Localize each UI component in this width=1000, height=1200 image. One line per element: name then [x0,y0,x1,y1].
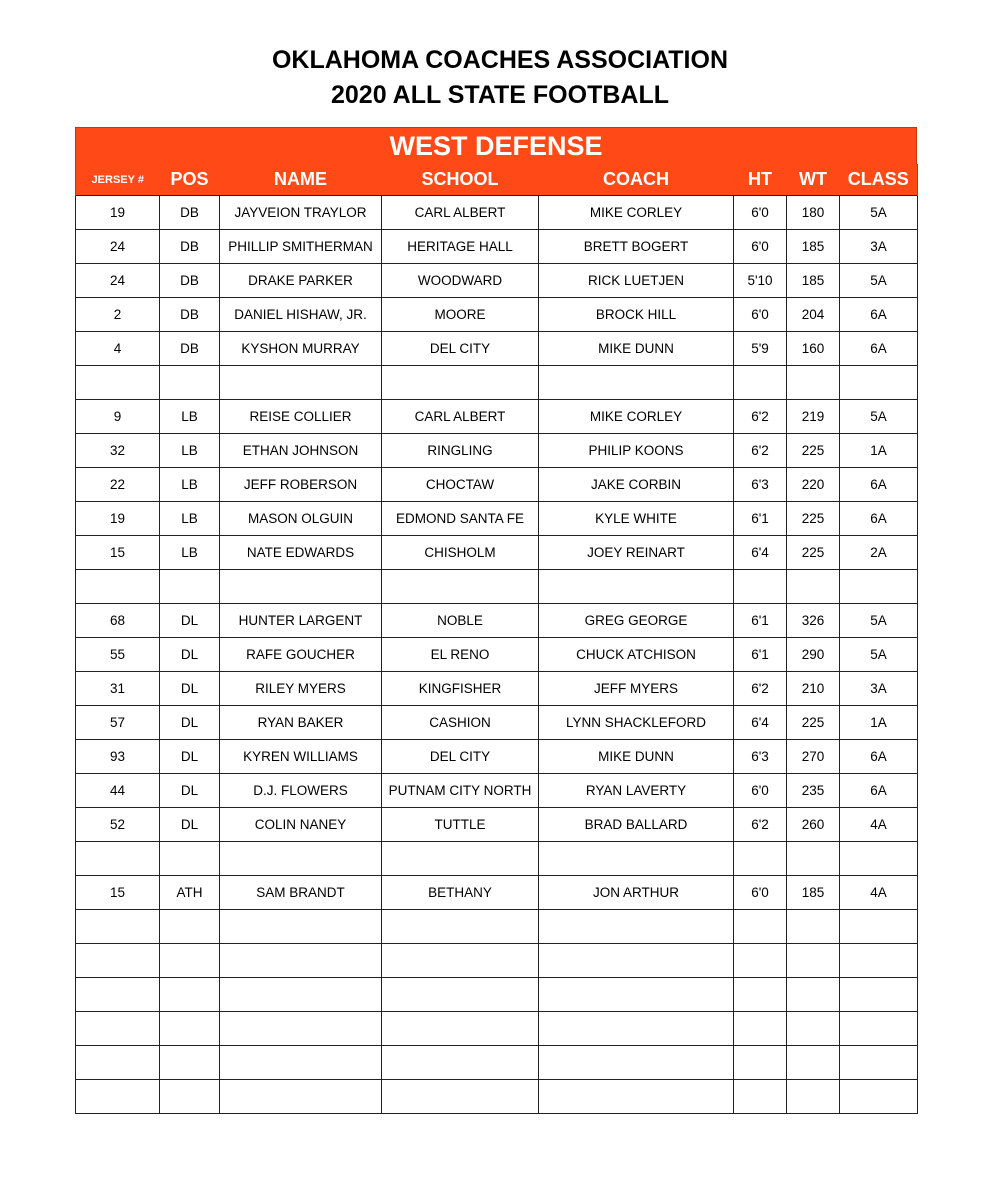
table-title-banner [75,127,917,164]
cell-class: 6A [840,298,918,332]
cell-pos [160,570,220,604]
cell-wt: 185 [787,876,840,910]
table-row [76,876,918,910]
cell-name [220,978,382,1012]
cell-school: EL RENO [382,638,539,672]
cell-coach: MIKE CORLEY [539,196,734,230]
cell-ht: 6'1 [734,604,787,638]
table-row [76,502,918,536]
cell-school: NOBLE [382,604,539,638]
cell-school: RINGLING [382,434,539,468]
table-row [76,1046,918,1080]
cell-wt [787,978,840,1012]
table-row [76,978,918,1012]
cell-name [220,570,382,604]
cell-name: REISE COLLIER [220,400,382,434]
cell-name: HUNTER LARGENT [220,604,382,638]
cell-jersey [76,1012,160,1046]
cell-coach [539,1046,734,1080]
cell-pos: DL [160,604,220,638]
cell-ht [734,1080,787,1114]
table-row [76,774,918,808]
cell-class [840,978,918,1012]
roster-table-body [76,196,918,1114]
cell-pos: DB [160,264,220,298]
cell-class: 6A [840,332,918,366]
cell-class: 2A [840,536,918,570]
cell-name [220,1080,382,1114]
cell-class [840,910,918,944]
cell-wt [787,570,840,604]
table-row [76,604,918,638]
cell-pos: DB [160,196,220,230]
cell-class: 4A [840,876,918,910]
cell-coach [539,1080,734,1114]
cell-pos [160,1046,220,1080]
cell-school [382,978,539,1012]
table-row [76,1080,918,1114]
cell-jersey: 24 [76,230,160,264]
cell-class [840,842,918,876]
cell-wt [787,910,840,944]
column-header-name: NAME [220,164,382,196]
table-row [76,672,918,706]
cell-coach: RYAN LAVERTY [539,774,734,808]
cell-jersey: 19 [76,502,160,536]
cell-coach [539,944,734,978]
table-row [76,740,918,774]
cell-class: 6A [840,774,918,808]
cell-ht: 5'10 [734,264,787,298]
cell-jersey: 19 [76,196,160,230]
cell-school [382,366,539,400]
cell-wt: 185 [787,264,840,298]
cell-name: COLIN NANEY [220,808,382,842]
cell-wt [787,1012,840,1046]
cell-pos: ATH [160,876,220,910]
table-row [76,230,918,264]
cell-school [382,910,539,944]
cell-coach: GREG GEORGE [539,604,734,638]
table-row [76,196,918,230]
cell-jersey: 32 [76,434,160,468]
cell-pos: LB [160,468,220,502]
table-row [76,468,918,502]
cell-wt: 225 [787,536,840,570]
cell-name [220,1046,382,1080]
cell-coach [539,366,734,400]
cell-ht: 6'4 [734,706,787,740]
cell-school: PUTNAM CITY NORTH [382,774,539,808]
cell-jersey: 44 [76,774,160,808]
cell-ht [734,366,787,400]
roster-table [75,164,918,1114]
cell-ht [734,842,787,876]
cell-class [840,1012,918,1046]
cell-name [220,910,382,944]
cell-jersey [76,910,160,944]
cell-coach: CHUCK ATCHISON [539,638,734,672]
cell-wt [787,366,840,400]
cell-class: 5A [840,604,918,638]
cell-name: D.J. FLOWERS [220,774,382,808]
cell-jersey: 24 [76,264,160,298]
table-row [76,434,918,468]
cell-wt: 225 [787,434,840,468]
cell-wt: 160 [787,332,840,366]
cell-wt: 290 [787,638,840,672]
cell-jersey [76,570,160,604]
column-header-wt: WT [787,164,840,196]
cell-pos [160,1080,220,1114]
cell-name: PHILLIP SMITHERMAN [220,230,382,264]
cell-ht: 6'2 [734,672,787,706]
column-header-school: SCHOOL [382,164,539,196]
column-header-coach: COACH [539,164,734,196]
cell-jersey: 2 [76,298,160,332]
cell-coach [539,1012,734,1046]
cell-jersey [76,366,160,400]
cell-class: 5A [840,264,918,298]
column-header-jersey: JERSEY # [76,164,160,196]
cell-coach: BROCK HILL [539,298,734,332]
cell-jersey [76,978,160,1012]
cell-coach: JEFF MYERS [539,672,734,706]
cell-name [220,366,382,400]
cell-ht: 6'2 [734,434,787,468]
cell-pos: DL [160,706,220,740]
table-row [76,332,918,366]
cell-school: BETHANY [382,876,539,910]
cell-coach: JOEY REINART [539,536,734,570]
cell-name: JAYVEION TRAYLOR [220,196,382,230]
cell-school [382,1012,539,1046]
cell-wt: 225 [787,706,840,740]
cell-ht [734,1012,787,1046]
cell-name [220,842,382,876]
cell-pos: DL [160,774,220,808]
cell-name: MASON OLGUIN [220,502,382,536]
cell-school [382,842,539,876]
cell-class: 1A [840,434,918,468]
cell-school: TUTTLE [382,808,539,842]
cell-name [220,1012,382,1046]
cell-school: KINGFISHER [382,672,539,706]
cell-name [220,944,382,978]
table-row [76,706,918,740]
cell-ht: 6'0 [734,876,787,910]
cell-ht: 5'9 [734,332,787,366]
table-row [76,808,918,842]
cell-wt: 210 [787,672,840,706]
roster-sheet [75,127,917,1114]
table-row [76,400,918,434]
table-row [76,1012,918,1046]
cell-name: RYAN BAKER [220,706,382,740]
cell-school [382,1080,539,1114]
cell-pos: DL [160,808,220,842]
cell-wt: 204 [787,298,840,332]
cell-coach: PHILIP KOONS [539,434,734,468]
cell-pos: DL [160,672,220,706]
table-row [76,910,918,944]
cell-wt [787,842,840,876]
cell-pos [160,842,220,876]
cell-name: NATE EDWARDS [220,536,382,570]
cell-wt: 225 [787,502,840,536]
cell-coach: JON ARTHUR [539,876,734,910]
cell-wt: 270 [787,740,840,774]
cell-pos: LB [160,502,220,536]
cell-class: 6A [840,502,918,536]
table-row [76,944,918,978]
cell-wt: 219 [787,400,840,434]
cell-school: CASHION [382,706,539,740]
cell-school: CHISHOLM [382,536,539,570]
cell-coach: KYLE WHITE [539,502,734,536]
cell-wt: 185 [787,230,840,264]
cell-coach: JAKE CORBIN [539,468,734,502]
cell-jersey: 52 [76,808,160,842]
cell-pos: LB [160,434,220,468]
cell-class: 5A [840,400,918,434]
cell-ht [734,978,787,1012]
cell-name: DRAKE PARKER [220,264,382,298]
cell-school: DEL CITY [382,332,539,366]
column-header-class: CLASS [840,164,918,196]
cell-name: ETHAN JOHNSON [220,434,382,468]
cell-class: 5A [840,196,918,230]
cell-pos [160,1012,220,1046]
cell-wt [787,1080,840,1114]
cell-coach [539,570,734,604]
cell-wt [787,944,840,978]
cell-jersey: 55 [76,638,160,672]
cell-coach: BRAD BALLARD [539,808,734,842]
cell-name: RILEY MYERS [220,672,382,706]
cell-jersey: 22 [76,468,160,502]
column-header-row [76,164,918,196]
cell-school: CHOCTAW [382,468,539,502]
cell-ht: 6'4 [734,536,787,570]
cell-jersey: 4 [76,332,160,366]
cell-ht: 6'1 [734,638,787,672]
cell-coach: LYNN SHACKLEFORD [539,706,734,740]
cell-school [382,944,539,978]
cell-jersey: 31 [76,672,160,706]
cell-jersey [76,842,160,876]
table-row [76,366,918,400]
table-row [76,842,918,876]
cell-class: 3A [840,230,918,264]
cell-name: DANIEL HISHAW, JR. [220,298,382,332]
cell-ht [734,910,787,944]
cell-jersey: 15 [76,876,160,910]
cell-school [382,570,539,604]
cell-ht [734,1046,787,1080]
cell-jersey [76,1080,160,1114]
cell-class: 4A [840,808,918,842]
cell-coach [539,910,734,944]
cell-school: DEL CITY [382,740,539,774]
cell-pos [160,944,220,978]
cell-ht [734,944,787,978]
cell-jersey [76,1046,160,1080]
table-row [76,570,918,604]
cell-coach: RICK LUETJEN [539,264,734,298]
cell-class [840,944,918,978]
cell-ht: 6'0 [734,774,787,808]
cell-class [840,1080,918,1114]
cell-class: 5A [840,638,918,672]
cell-pos: DL [160,638,220,672]
cell-jersey: 57 [76,706,160,740]
cell-pos: DB [160,230,220,264]
cell-ht: 6'3 [734,740,787,774]
table-title: WEST DEFENSE [389,131,603,161]
cell-jersey: 15 [76,536,160,570]
cell-class [840,570,918,604]
cell-ht [734,570,787,604]
cell-coach: BRETT BOGERT [539,230,734,264]
cell-school: HERITAGE HALL [382,230,539,264]
table-row [76,638,918,672]
cell-coach: MIKE DUNN [539,740,734,774]
cell-ht: 6'2 [734,400,787,434]
table-row [76,264,918,298]
cell-wt: 180 [787,196,840,230]
cell-ht: 6'0 [734,230,787,264]
cell-school: CARL ALBERT [382,196,539,230]
cell-jersey: 68 [76,604,160,638]
cell-class: 3A [840,672,918,706]
table-row [76,536,918,570]
cell-class [840,1046,918,1080]
table-row [76,298,918,332]
cell-wt [787,1046,840,1080]
cell-coach [539,978,734,1012]
document-title-line-1: OKLAHOMA COACHES ASSOCIATION [271,46,729,74]
cell-pos [160,366,220,400]
cell-jersey [76,944,160,978]
cell-wt: 260 [787,808,840,842]
cell-coach: MIKE CORLEY [539,400,734,434]
cell-ht: 6'1 [734,502,787,536]
cell-class: 6A [840,740,918,774]
cell-school [382,1046,539,1080]
cell-pos [160,978,220,1012]
cell-name: JEFF ROBERSON [220,468,382,502]
cell-pos [160,910,220,944]
column-header-ht: HT [734,164,787,196]
cell-class: 6A [840,468,918,502]
cell-wt: 326 [787,604,840,638]
cell-pos: LB [160,400,220,434]
cell-name: RAFE GOUCHER [220,638,382,672]
cell-ht: 6'2 [734,808,787,842]
cell-ht: 6'0 [734,196,787,230]
cell-school: CARL ALBERT [382,400,539,434]
cell-name: KYREN WILLIAMS [220,740,382,774]
cell-coach [539,842,734,876]
cell-wt: 220 [787,468,840,502]
cell-pos: DB [160,298,220,332]
cell-wt: 235 [787,774,840,808]
cell-name: SAM BRANDT [220,876,382,910]
cell-ht: 6'0 [734,298,787,332]
cell-pos: DB [160,332,220,366]
cell-jersey: 9 [76,400,160,434]
cell-school: WOODWARD [382,264,539,298]
document-title-line-2: 2020 ALL STATE FOOTBALL [331,81,669,109]
cell-ht: 6'3 [734,468,787,502]
cell-pos: LB [160,536,220,570]
cell-class: 1A [840,706,918,740]
cell-coach: MIKE DUNN [539,332,734,366]
cell-pos: DL [160,740,220,774]
cell-class [840,366,918,400]
column-header-pos: POS [160,164,220,196]
cell-name: KYSHON MURRAY [220,332,382,366]
cell-school: MOORE [382,298,539,332]
cell-school: EDMOND SANTA FE [382,502,539,536]
cell-jersey: 93 [76,740,160,774]
